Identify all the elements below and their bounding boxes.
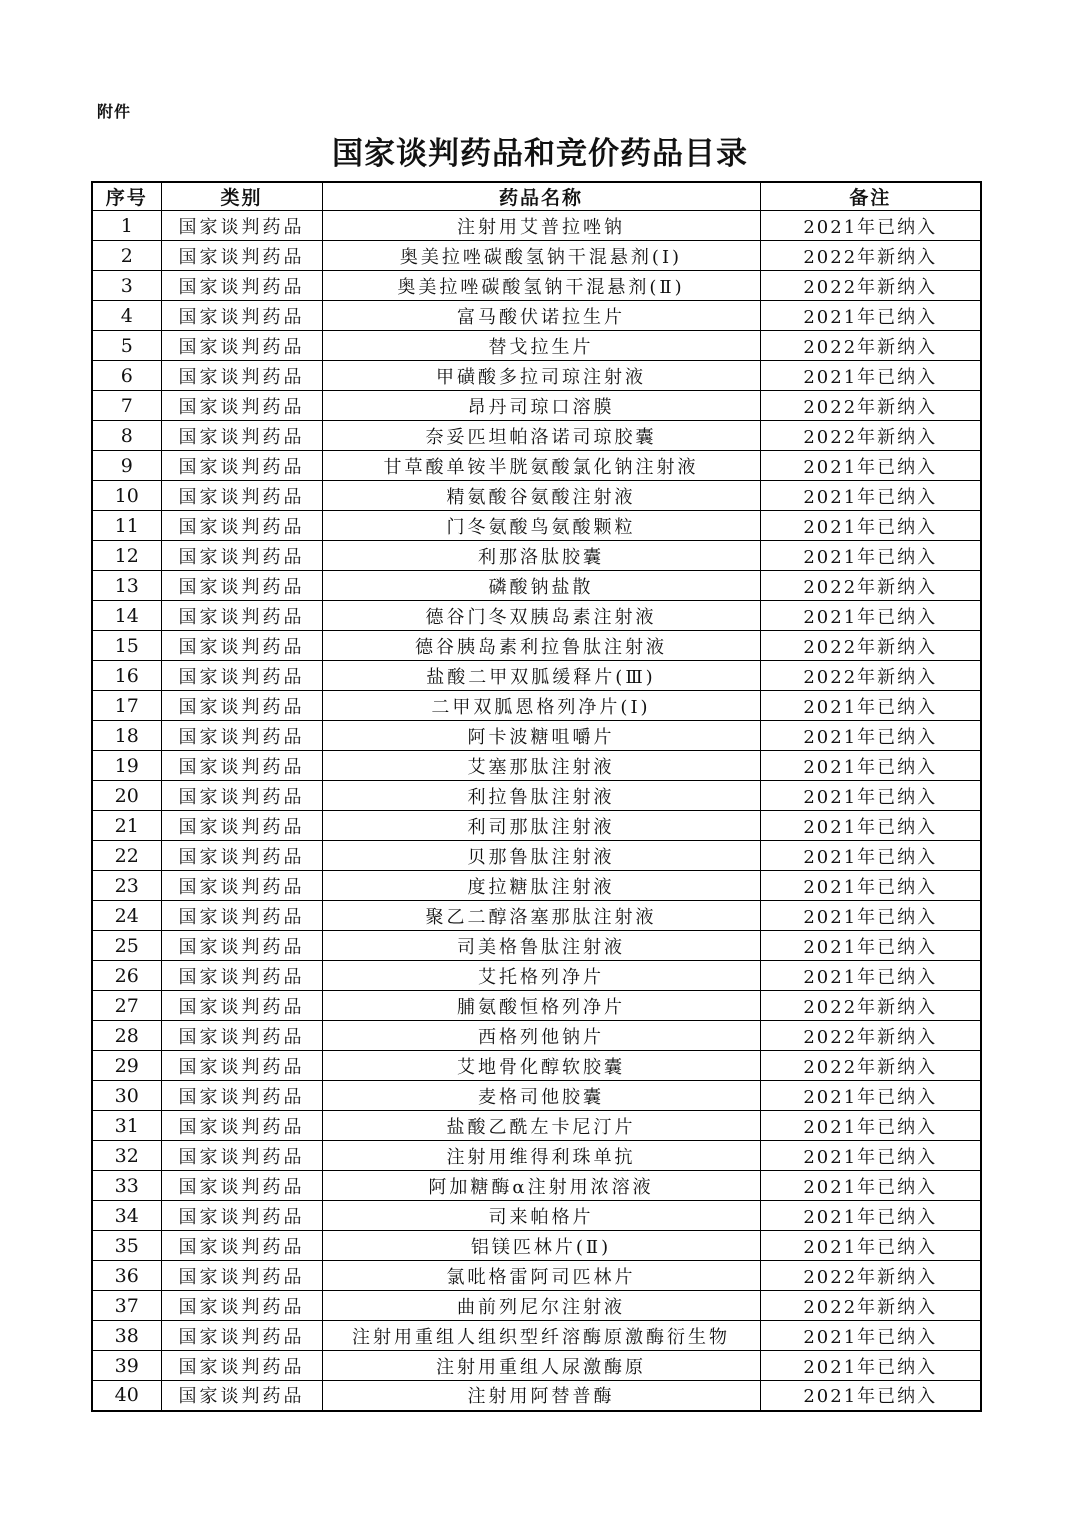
note-cell: 2021年已纳入 [760, 901, 981, 931]
table-row [92, 631, 981, 661]
drug-name-cell: 注射用阿替普酶 [322, 1381, 760, 1411]
table-row [92, 1081, 981, 1111]
table-row [92, 1171, 981, 1201]
table-row [92, 481, 981, 511]
drug-name-cell: 富马酸伏诺拉生片 [322, 301, 760, 331]
drug-list-table [91, 181, 982, 1412]
table-row [92, 301, 981, 331]
table-row [92, 691, 981, 721]
drug-name-cell: 奥美拉唑碳酸氢钠干混悬剂(Ⅱ) [322, 271, 760, 301]
row-number-cell: 22 [92, 841, 161, 871]
category-cell: 国家谈判药品 [161, 1141, 322, 1171]
drug-name-cell: 精氨酸谷氨酸注射液 [322, 481, 760, 511]
drug-name-cell: 门冬氨酸鸟氨酸颗粒 [322, 511, 760, 541]
note-cell: 2021年已纳入 [760, 1231, 981, 1261]
category-cell: 国家谈判药品 [161, 511, 322, 541]
category-cell: 国家谈判药品 [161, 241, 322, 271]
note-cell: 2021年已纳入 [760, 931, 981, 961]
drug-name-cell: 聚乙二醇洛塞那肽注射液 [322, 901, 760, 931]
table-row [92, 331, 981, 361]
note-cell: 2021年已纳入 [760, 721, 981, 751]
drug-name-cell: 司来帕格片 [322, 1201, 760, 1231]
drug-name-cell: 氯吡格雷阿司匹林片 [322, 1261, 760, 1291]
category-cell: 国家谈判药品 [161, 631, 322, 661]
table-row [92, 1021, 981, 1051]
table-row [92, 751, 981, 781]
row-number-cell: 7 [92, 391, 161, 421]
note-cell: 2022年新纳入 [760, 271, 981, 301]
column-header-number: 序号 [92, 182, 161, 211]
category-cell: 国家谈判药品 [161, 1111, 322, 1141]
row-number-cell: 28 [92, 1021, 161, 1051]
category-cell: 国家谈判药品 [161, 871, 322, 901]
row-number-cell: 17 [92, 691, 161, 721]
category-cell: 国家谈判药品 [161, 541, 322, 571]
table-row [92, 961, 981, 991]
table-row [92, 241, 981, 271]
row-number-cell: 14 [92, 601, 161, 631]
table-row [92, 1351, 981, 1381]
note-cell: 2021年已纳入 [760, 1171, 981, 1201]
drug-name-cell: 贝那鲁肽注射液 [322, 841, 760, 871]
note-cell: 2021年已纳入 [760, 691, 981, 721]
table-header [92, 182, 981, 211]
note-cell: 2021年已纳入 [760, 541, 981, 571]
note-cell: 2022年新纳入 [760, 1261, 981, 1291]
row-number-cell: 16 [92, 661, 161, 691]
category-cell: 国家谈判药品 [161, 571, 322, 601]
note-cell: 2021年已纳入 [760, 601, 981, 631]
row-number-cell: 31 [92, 1111, 161, 1141]
table-row [92, 781, 981, 811]
drug-name-cell: 磷酸钠盐散 [322, 571, 760, 601]
table-row [92, 1321, 981, 1351]
table-row [92, 361, 981, 391]
drug-name-cell: 甘草酸单铵半胱氨酸氯化钠注射液 [322, 451, 760, 481]
drug-table-body [92, 211, 981, 1411]
row-number-cell: 3 [92, 271, 161, 301]
row-number-cell: 5 [92, 331, 161, 361]
category-cell: 国家谈判药品 [161, 361, 322, 391]
drug-name-cell: 利那洛肽胶囊 [322, 541, 760, 571]
row-number-cell: 20 [92, 781, 161, 811]
category-cell: 国家谈判药品 [161, 961, 322, 991]
drug-name-cell: 奈妥匹坦帕洛诺司琼胶囊 [322, 421, 760, 451]
table-row [92, 1231, 981, 1261]
table-row [92, 841, 981, 871]
table-row [92, 271, 981, 301]
note-cell: 2022年新纳入 [760, 571, 981, 601]
row-number-cell: 1 [92, 211, 161, 241]
table-row [92, 1111, 981, 1141]
category-cell: 国家谈判药品 [161, 271, 322, 301]
category-cell: 国家谈判药品 [161, 1291, 322, 1321]
row-number-cell: 9 [92, 451, 161, 481]
category-cell: 国家谈判药品 [161, 841, 322, 871]
category-cell: 国家谈判药品 [161, 481, 322, 511]
row-number-cell: 21 [92, 811, 161, 841]
row-number-cell: 30 [92, 1081, 161, 1111]
row-number-cell: 10 [92, 481, 161, 511]
drug-name-cell: 麦格司他胶囊 [322, 1081, 760, 1111]
table-row [92, 571, 981, 601]
note-cell: 2022年新纳入 [760, 1021, 981, 1051]
column-header-drug-name: 药品名称 [322, 182, 760, 211]
column-header-category: 类别 [161, 182, 322, 211]
category-cell: 国家谈判药品 [161, 1321, 322, 1351]
row-number-cell: 2 [92, 241, 161, 271]
category-cell: 国家谈判药品 [161, 1021, 322, 1051]
table-row [92, 1291, 981, 1321]
row-number-cell: 23 [92, 871, 161, 901]
table-row [92, 991, 981, 1021]
row-number-cell: 6 [92, 361, 161, 391]
row-number-cell: 11 [92, 511, 161, 541]
category-cell: 国家谈判药品 [161, 331, 322, 361]
row-number-cell: 18 [92, 721, 161, 751]
category-cell: 国家谈判药品 [161, 751, 322, 781]
note-cell: 2021年已纳入 [760, 1381, 981, 1411]
drug-name-cell: 注射用重组人尿激酶原 [322, 1351, 760, 1381]
table-row [92, 661, 981, 691]
drug-name-cell: 阿卡波糖咀嚼片 [322, 721, 760, 751]
note-cell: 2021年已纳入 [760, 781, 981, 811]
table-row [92, 871, 981, 901]
note-cell: 2022年新纳入 [760, 241, 981, 271]
table-row [92, 1051, 981, 1081]
note-cell: 2021年已纳入 [760, 1321, 981, 1351]
drug-name-cell: 艾托格列净片 [322, 961, 760, 991]
note-cell: 2021年已纳入 [760, 1081, 981, 1111]
category-cell: 国家谈判药品 [161, 1051, 322, 1081]
note-cell: 2022年新纳入 [760, 1291, 981, 1321]
drug-name-cell: 注射用重组人组织型纤溶酶原激酶衍生物 [322, 1321, 760, 1351]
note-cell: 2021年已纳入 [760, 1141, 981, 1171]
category-cell: 国家谈判药品 [161, 1201, 322, 1231]
drug-name-cell: 司美格鲁肽注射液 [322, 931, 760, 961]
drug-name-cell: 曲前列尼尔注射液 [322, 1291, 760, 1321]
row-number-cell: 29 [92, 1051, 161, 1081]
note-cell: 2021年已纳入 [760, 1351, 981, 1381]
note-cell: 2022年新纳入 [760, 631, 981, 661]
note-cell: 2021年已纳入 [760, 841, 981, 871]
row-number-cell: 27 [92, 991, 161, 1021]
drug-name-cell: 甲磺酸多拉司琼注射液 [322, 361, 760, 391]
note-cell: 2021年已纳入 [760, 361, 981, 391]
category-cell: 国家谈判药品 [161, 301, 322, 331]
drug-name-cell: 注射用艾普拉唑钠 [322, 211, 760, 241]
attachment-label: 附件 [97, 102, 132, 121]
drug-name-cell: 德谷门冬双胰岛素注射液 [322, 601, 760, 631]
note-cell: 2021年已纳入 [760, 811, 981, 841]
drug-name-cell: 艾塞那肽注射液 [322, 751, 760, 781]
category-cell: 国家谈判药品 [161, 691, 322, 721]
note-cell: 2021年已纳入 [760, 301, 981, 331]
drug-name-cell: 度拉糖肽注射液 [322, 871, 760, 901]
note-cell: 2022年新纳入 [760, 1051, 981, 1081]
category-cell: 国家谈判药品 [161, 601, 322, 631]
drug-name-cell: 二甲双胍恩格列净片(Ⅰ) [322, 691, 760, 721]
row-number-cell: 35 [92, 1231, 161, 1261]
table-row [92, 451, 981, 481]
note-cell: 2022年新纳入 [760, 661, 981, 691]
drug-name-cell: 利拉鲁肽注射液 [322, 781, 760, 811]
category-cell: 国家谈判药品 [161, 721, 322, 751]
table-row [92, 1141, 981, 1171]
row-number-cell: 15 [92, 631, 161, 661]
row-number-cell: 12 [92, 541, 161, 571]
category-cell: 国家谈判药品 [161, 451, 322, 481]
table-row [92, 211, 981, 241]
category-cell: 国家谈判药品 [161, 1081, 322, 1111]
row-number-cell: 4 [92, 301, 161, 331]
drug-name-cell: 替戈拉生片 [322, 331, 760, 361]
table-row [92, 541, 981, 571]
drug-name-cell: 盐酸乙酰左卡尼汀片 [322, 1111, 760, 1141]
drug-name-cell: 奥美拉唑碳酸氢钠干混悬剂(I) [322, 241, 760, 271]
row-number-cell: 26 [92, 961, 161, 991]
note-cell: 2021年已纳入 [760, 751, 981, 781]
table-row [92, 421, 981, 451]
note-cell: 2021年已纳入 [760, 211, 981, 241]
table-row [92, 1201, 981, 1231]
row-number-cell: 33 [92, 1171, 161, 1201]
table-row [92, 391, 981, 421]
category-cell: 国家谈判药品 [161, 1261, 322, 1291]
note-cell: 2021年已纳入 [760, 451, 981, 481]
note-cell: 2021年已纳入 [760, 1111, 981, 1141]
row-number-cell: 19 [92, 751, 161, 781]
drug-name-cell: 西格列他钠片 [322, 1021, 760, 1051]
row-number-cell: 37 [92, 1291, 161, 1321]
note-cell: 2021年已纳入 [760, 511, 981, 541]
table-row [92, 1381, 981, 1411]
category-cell: 国家谈判药品 [161, 931, 322, 961]
page-title: 国家谈判药品和竞价药品目录 [332, 136, 748, 172]
note-cell: 2022年新纳入 [760, 421, 981, 451]
column-header-note: 备注 [760, 182, 981, 211]
drug-name-cell: 德谷胰岛素利拉鲁肽注射液 [322, 631, 760, 661]
category-cell: 国家谈判药品 [161, 211, 322, 241]
row-number-cell: 34 [92, 1201, 161, 1231]
row-number-cell: 8 [92, 421, 161, 451]
note-cell: 2022年新纳入 [760, 391, 981, 421]
table-row [92, 931, 981, 961]
drug-name-cell: 利司那肽注射液 [322, 811, 760, 841]
row-number-cell: 32 [92, 1141, 161, 1171]
drug-name-cell: 铝镁匹林片(Ⅱ) [322, 1231, 760, 1261]
table-row [92, 721, 981, 751]
row-number-cell: 40 [92, 1381, 161, 1411]
note-cell: 2022年新纳入 [760, 991, 981, 1021]
header-row [92, 182, 981, 211]
category-cell: 国家谈判药品 [161, 901, 322, 931]
drug-name-cell: 艾地骨化醇软胶囊 [322, 1051, 760, 1081]
note-cell: 2022年新纳入 [760, 331, 981, 361]
row-number-cell: 36 [92, 1261, 161, 1291]
row-number-cell: 25 [92, 931, 161, 961]
row-number-cell: 24 [92, 901, 161, 931]
drug-name-cell: 阿加糖酶α注射用浓溶液 [322, 1171, 760, 1201]
table-row [92, 511, 981, 541]
category-cell: 国家谈判药品 [161, 421, 322, 451]
drug-name-cell: 注射用维得利珠单抗 [322, 1141, 760, 1171]
note-cell: 2021年已纳入 [760, 871, 981, 901]
category-cell: 国家谈判药品 [161, 1351, 322, 1381]
table-row [92, 601, 981, 631]
drug-name-cell: 昂丹司琼口溶膜 [322, 391, 760, 421]
category-cell: 国家谈判药品 [161, 1381, 322, 1411]
row-number-cell: 38 [92, 1321, 161, 1351]
category-cell: 国家谈判药品 [161, 811, 322, 841]
row-number-cell: 13 [92, 571, 161, 601]
note-cell: 2021年已纳入 [760, 481, 981, 511]
category-cell: 国家谈判药品 [161, 391, 322, 421]
category-cell: 国家谈判药品 [161, 1171, 322, 1201]
row-number-cell: 39 [92, 1351, 161, 1381]
note-cell: 2021年已纳入 [760, 1201, 981, 1231]
category-cell: 国家谈判药品 [161, 1231, 322, 1261]
category-cell: 国家谈判药品 [161, 991, 322, 1021]
category-cell: 国家谈判药品 [161, 781, 322, 811]
drug-name-cell: 盐酸二甲双胍缓释片(Ⅲ) [322, 661, 760, 691]
table-row [92, 1261, 981, 1291]
drug-name-cell: 脯氨酸恒格列净片 [322, 991, 760, 1021]
table-row [92, 811, 981, 841]
note-cell: 2021年已纳入 [760, 961, 981, 991]
category-cell: 国家谈判药品 [161, 661, 322, 691]
table-row [92, 901, 981, 931]
